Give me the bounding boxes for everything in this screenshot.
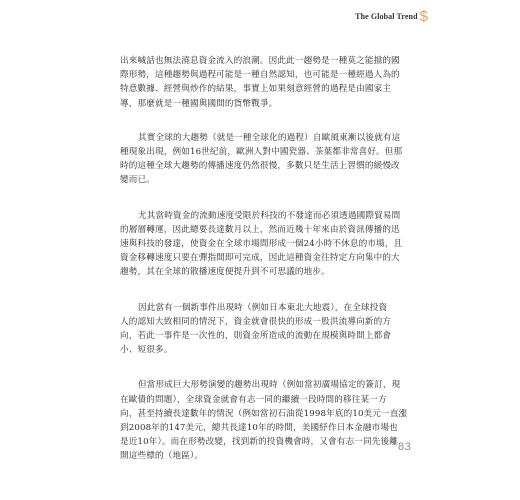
page-number: 83 [398,441,412,453]
paragraph-line: 種現象出現，例如16世紀前，歐洲人對中國瓷器、茶葉都非常喜好。但那 [120,147,403,158]
paragraph-line: 其實全球的大趨勢（就是一種全球化的過程）自歐風東漸以後就有這 [138,132,401,143]
paragraph-line: 趨勢，其在全球的散播速度便提升到不可思議的地步。 [120,267,330,278]
paragraph-line: 導，那麼就是一種國與國間的貨幣戰爭。 [120,98,278,109]
paragraph-3 [120,209,406,280]
paragraph-line: 尤其當時資金的流動速度受限於科技的不發達而必須透過國際貿易間 [138,210,401,221]
paragraph-line: 到2008年的147美元，總共長達10年的時間，美國紓作日本金融市場也 [120,423,398,434]
paragraph-line: 向，若此一事件是一次性的，則資金所造成的流動在規模與時間上都會 [120,331,392,342]
paragraph-line: 出來喊話也無法澆息資金流入的浪潮。因此此一趨勢是一種莫之能擋的國 [120,56,400,66]
paragraph-line: 資金移轉速度只要在彈指間即可完成，因此這種資金往特定方向集中的大 [120,253,400,264]
paragraph-line: 開這些標的（地區）。 [120,451,204,462]
paragraph-line: 時的這種全球大趨勢的傳播速度仍然很慢，多數只是生活上習慣的緩慢改 [120,161,400,172]
paragraph-line: 變而已。 [120,175,155,186]
paragraph-line: 在歐債的問題），全球資金就會有志一同的繼續一段時間的移往某一方 [120,394,387,405]
running-header [355,8,428,25]
paragraph-line: 但當形成巨大形勢演變的趨勢出現時（例如當初廣場協定的簽訂，現 [138,380,401,391]
paragraph-line: 人的認知大致相同的情況下，資金就會很快的形成一股洪流導向新的方 [120,316,392,327]
paragraph-line: 際形勢，這種趨勢與過程可能是一種自然認知，也可能是一種經過人為的 [120,70,400,81]
paragraph-line: 速與科技的發達，使資金在全球市場間形成一個24小時不休息的市場，且 [120,239,403,250]
paragraph-5 [120,378,406,463]
paragraph-line: 因此當有一個新事件出現時（例如日本東北大地震），在全球投資 [138,302,388,313]
paragraph-line: 向，甚至持續長達數年的情況（例如當初石油從1998年底的10美元一直漲 [120,408,408,419]
paragraph-line: 是近10年）。而在形勢改變，找到新的投資機會時，又會有志一同先後離 [120,437,398,448]
paragraph-2 [120,131,406,188]
book-title: The Global Trend [355,12,418,21]
paragraph-line: 的層層轉運，因此總要長達數月以上，然而近幾十年來由於資訊傳播的迅 [120,224,400,235]
paragraph-1 [120,54,406,111]
paragraph-line: 小、短很多。 [120,345,173,356]
paragraph-4 [120,301,406,358]
dollar-sign-logo-icon: $ [419,8,428,25]
paragraph-line: 特意數據、經營與炒作的結果，事實上如果刻意經營的過程是由國家主 [120,84,392,95]
body-text [120,54,406,485]
